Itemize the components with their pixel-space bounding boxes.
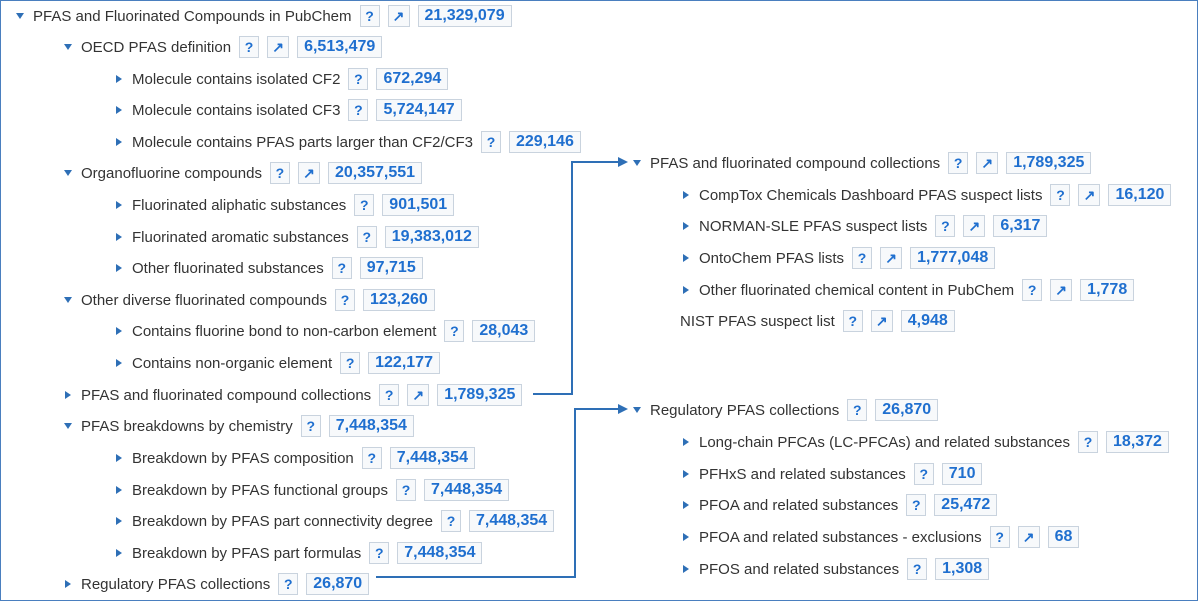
count-badge[interactable]: 710 xyxy=(942,463,983,485)
count-badge[interactable]: 6,317 xyxy=(993,215,1047,237)
row-label[interactable]: PFOS and related substances xyxy=(699,560,900,578)
count-badge[interactable]: 68 xyxy=(1048,526,1080,548)
tree-row-connectivity[interactable] xyxy=(112,509,554,533)
help-icon[interactable]: ? xyxy=(1022,279,1042,301)
count-badge[interactable]: 7,448,354 xyxy=(397,542,482,564)
count-badge[interactable]: 1,778 xyxy=(1080,279,1134,301)
help-icon[interactable]: ? xyxy=(1050,184,1070,206)
caret-right-icon[interactable] xyxy=(61,391,75,399)
caret-right-icon[interactable] xyxy=(679,501,693,509)
help-icon[interactable]: ? xyxy=(369,542,389,564)
row-label[interactable]: OECD PFAS definition xyxy=(81,38,232,56)
row-label[interactable]: PFOA and related substances xyxy=(699,496,899,514)
row-label[interactable]: Breakdown by PFAS composition xyxy=(132,449,354,467)
tree-row-oecd[interactable] xyxy=(61,35,382,59)
count-badge[interactable]: 7,448,354 xyxy=(390,447,475,469)
tree-row-cf2[interactable] xyxy=(112,67,448,91)
regulatory-row-lcpfcas[interactable] xyxy=(679,430,1169,454)
external-link-icon[interactable]: ↗ xyxy=(1050,279,1072,301)
row-label[interactable]: Breakdown by PFAS part formulas xyxy=(132,544,362,562)
count-badge[interactable]: 19,383,012 xyxy=(385,226,479,248)
help-icon[interactable]: ? xyxy=(301,415,321,437)
count-badge[interactable]: 672,294 xyxy=(376,68,448,90)
help-icon[interactable]: ? xyxy=(278,573,298,595)
tree-row-other-fluorinated[interactable] xyxy=(112,256,423,280)
count-badge[interactable]: 7,448,354 xyxy=(424,479,509,501)
row-label[interactable]: OntoChem PFAS lists xyxy=(699,249,845,267)
collections-row-nist[interactable] xyxy=(680,309,955,333)
row-label[interactable]: Other fluorinated chemical content in PubChem xyxy=(699,281,1015,299)
caret-right-icon[interactable] xyxy=(112,359,126,367)
tree-row-breakdowns[interactable] xyxy=(61,414,414,438)
count-badge[interactable]: 5,724,147 xyxy=(376,99,461,121)
count-badge[interactable]: 25,472 xyxy=(934,494,997,516)
row-label[interactable]: NIST PFAS suspect list xyxy=(680,312,835,330)
caret-right-icon[interactable] xyxy=(112,264,126,272)
caret-right-icon[interactable] xyxy=(112,549,126,557)
help-icon[interactable]: ? xyxy=(907,558,927,580)
count-badge[interactable]: 7,448,354 xyxy=(329,415,414,437)
regulatory-row-pfhxs[interactable] xyxy=(679,462,982,486)
caret-right-icon[interactable] xyxy=(112,106,126,114)
count-badge[interactable]: 1,789,325 xyxy=(1006,152,1091,174)
tree-row-composition[interactable] xyxy=(112,446,475,470)
row-label[interactable]: Regulatory PFAS collections xyxy=(81,575,271,593)
tree-row-noncarbon[interactable] xyxy=(112,319,535,343)
caret-right-icon[interactable] xyxy=(679,222,693,230)
caret-right-icon[interactable] xyxy=(679,286,693,294)
regulatory-row-pfoa-exclusions[interactable] xyxy=(679,525,1079,549)
external-link-icon[interactable]: ↗ xyxy=(267,36,289,58)
count-badge[interactable]: 1,789,325 xyxy=(437,384,522,406)
help-icon[interactable]: ? xyxy=(948,152,968,174)
row-label[interactable]: Long-chain PFCAs (LC-PFCAs) and related substances xyxy=(699,433,1071,451)
tree-row-formulas[interactable] xyxy=(112,541,482,565)
row-label[interactable]: PFAS and fluorinated compound collections xyxy=(81,386,372,404)
row-label[interactable]: PFAS and fluorinated compound collections xyxy=(650,154,941,172)
caret-down-icon[interactable] xyxy=(630,407,644,413)
help-icon[interactable]: ? xyxy=(441,510,461,532)
help-icon[interactable]: ? xyxy=(379,384,399,406)
help-icon[interactable]: ? xyxy=(990,526,1010,548)
help-icon[interactable]: ? xyxy=(348,68,368,90)
tree-row-pfas-pubchem[interactable] xyxy=(13,4,512,28)
count-badge[interactable]: 7,448,354 xyxy=(469,510,554,532)
row-label[interactable]: Organofluorine compounds xyxy=(81,164,262,182)
external-link-icon[interactable]: ↗ xyxy=(298,162,320,184)
caret-right-icon[interactable] xyxy=(112,138,126,146)
row-label[interactable]: Regulatory PFAS collections xyxy=(650,401,840,419)
row-label[interactable]: Molecule contains isolated CF3 xyxy=(132,101,341,119)
help-icon[interactable]: ? xyxy=(340,352,360,374)
tree-row-nonorganic[interactable] xyxy=(112,351,440,375)
caret-down-icon[interactable] xyxy=(13,13,27,19)
row-label[interactable]: Molecule contains PFAS parts larger than CF2/CF3 xyxy=(132,133,473,151)
regulatory-row-header[interactable] xyxy=(630,398,938,422)
count-badge[interactable]: 123,260 xyxy=(363,289,435,311)
count-badge[interactable]: 229,146 xyxy=(509,131,581,153)
tree-row-collections[interactable] xyxy=(61,383,522,407)
row-label[interactable]: Molecule contains isolated CF2 xyxy=(132,70,341,88)
caret-right-icon[interactable] xyxy=(112,75,126,83)
help-icon[interactable]: ? xyxy=(444,320,464,342)
caret-right-icon[interactable] xyxy=(112,517,126,525)
count-badge[interactable]: 26,870 xyxy=(306,573,369,595)
help-icon[interactable]: ? xyxy=(396,479,416,501)
external-link-icon[interactable]: ↗ xyxy=(963,215,985,237)
count-badge[interactable]: 28,043 xyxy=(472,320,535,342)
count-badge[interactable]: 6,513,479 xyxy=(297,36,382,58)
help-icon[interactable]: ? xyxy=(906,494,926,516)
row-label[interactable]: NORMAN-SLE PFAS suspect lists xyxy=(699,217,928,235)
help-icon[interactable]: ? xyxy=(348,99,368,121)
tree-row-diverse[interactable] xyxy=(61,288,435,312)
caret-right-icon[interactable] xyxy=(679,438,693,446)
help-icon[interactable]: ? xyxy=(1078,431,1098,453)
count-badge[interactable]: 1,308 xyxy=(935,558,989,580)
help-icon[interactable]: ? xyxy=(354,194,374,216)
tree-row-aliphatic[interactable] xyxy=(112,193,454,217)
row-label[interactable]: CompTox Chemicals Dashboard PFAS suspect lists xyxy=(699,186,1043,204)
external-link-icon[interactable]: ↗ xyxy=(1078,184,1100,206)
tree-row-cf3[interactable] xyxy=(112,98,462,122)
help-icon[interactable]: ? xyxy=(239,36,259,58)
count-badge[interactable]: 16,120 xyxy=(1108,184,1171,206)
external-link-icon[interactable]: ↗ xyxy=(976,152,998,174)
external-link-icon[interactable]: ↗ xyxy=(871,310,893,332)
help-icon[interactable]: ? xyxy=(362,447,382,469)
caret-right-icon[interactable] xyxy=(679,533,693,541)
caret-right-icon[interactable] xyxy=(112,201,126,209)
count-badge[interactable]: 122,177 xyxy=(368,352,440,374)
caret-right-icon[interactable] xyxy=(112,486,126,494)
tree-row-organofluorine[interactable] xyxy=(61,161,422,185)
tree-row-functional-groups[interactable] xyxy=(112,478,509,502)
row-label[interactable]: Contains fluorine bond to non-carbon element xyxy=(132,322,437,340)
tree-row-pfas-parts[interactable] xyxy=(112,130,581,154)
row-label[interactable]: Breakdown by PFAS part connectivity degree xyxy=(132,512,433,530)
caret-down-icon[interactable] xyxy=(61,170,75,176)
regulatory-row-pfos[interactable] xyxy=(679,557,989,581)
collections-row-ontochem[interactable] xyxy=(679,246,995,270)
caret-down-icon[interactable] xyxy=(61,423,75,429)
caret-right-icon[interactable] xyxy=(61,580,75,588)
row-label[interactable]: Breakdown by PFAS functional groups xyxy=(132,481,388,499)
external-link-icon[interactable]: ↗ xyxy=(407,384,429,406)
count-badge[interactable]: 1,777,048 xyxy=(910,247,995,269)
tree-row-aromatic[interactable] xyxy=(112,225,479,249)
caret-right-icon[interactable] xyxy=(112,454,126,462)
help-icon[interactable]: ? xyxy=(360,5,380,27)
collections-row-other-content[interactable] xyxy=(679,278,1134,302)
caret-down-icon[interactable] xyxy=(61,297,75,303)
help-icon[interactable]: ? xyxy=(914,463,934,485)
help-icon[interactable]: ? xyxy=(270,162,290,184)
row-label[interactable]: Other fluorinated substances xyxy=(132,259,324,277)
row-label[interactable]: PFHxS and related substances xyxy=(699,465,906,483)
count-badge[interactable]: 4,948 xyxy=(901,310,955,332)
caret-right-icon[interactable] xyxy=(679,470,693,478)
help-icon[interactable]: ? xyxy=(357,226,377,248)
external-link-icon[interactable]: ↗ xyxy=(880,247,902,269)
help-icon[interactable]: ? xyxy=(335,289,355,311)
row-label[interactable]: PFAS and Fluorinated Compounds in PubChem xyxy=(33,7,352,25)
row-label[interactable]: PFOA and related substances - exclusions xyxy=(699,528,982,546)
caret-right-icon[interactable] xyxy=(679,254,693,262)
caret-right-icon[interactable] xyxy=(112,327,126,335)
row-label[interactable]: Fluorinated aromatic substances xyxy=(132,228,349,246)
row-label[interactable]: Fluorinated aliphatic substances xyxy=(132,196,347,214)
caret-down-icon[interactable] xyxy=(630,160,644,166)
help-icon[interactable]: ? xyxy=(847,399,867,421)
count-badge[interactable]: 97,715 xyxy=(360,257,423,279)
caret-down-icon[interactable] xyxy=(61,44,75,50)
help-icon[interactable]: ? xyxy=(481,131,501,153)
caret-right-icon[interactable] xyxy=(679,565,693,573)
count-badge[interactable]: 26,870 xyxy=(875,399,938,421)
caret-right-icon[interactable] xyxy=(679,191,693,199)
tree-row-regulatory[interactable] xyxy=(61,572,369,596)
row-label[interactable]: Other diverse fluorinated compounds xyxy=(81,291,327,309)
count-badge[interactable]: 901,501 xyxy=(382,194,454,216)
collections-row-header[interactable] xyxy=(630,151,1091,175)
help-icon[interactable]: ? xyxy=(935,215,955,237)
collections-row-norman[interactable] xyxy=(679,214,1047,238)
help-icon[interactable]: ? xyxy=(332,257,352,279)
count-badge[interactable]: 18,372 xyxy=(1106,431,1169,453)
external-link-icon[interactable]: ↗ xyxy=(388,5,410,27)
caret-right-icon[interactable] xyxy=(112,233,126,241)
external-link-icon[interactable]: ↗ xyxy=(1018,526,1040,548)
help-icon[interactable]: ? xyxy=(852,247,872,269)
collections-row-comptox[interactable] xyxy=(679,183,1171,207)
row-label[interactable]: Contains non-organic element xyxy=(132,354,333,372)
help-icon[interactable]: ? xyxy=(843,310,863,332)
row-label[interactable]: PFAS breakdowns by chemistry xyxy=(81,417,293,435)
count-badge[interactable]: 20,357,551 xyxy=(328,162,422,184)
count-badge[interactable]: 21,329,079 xyxy=(418,5,512,27)
regulatory-row-pfoa[interactable] xyxy=(679,493,997,517)
